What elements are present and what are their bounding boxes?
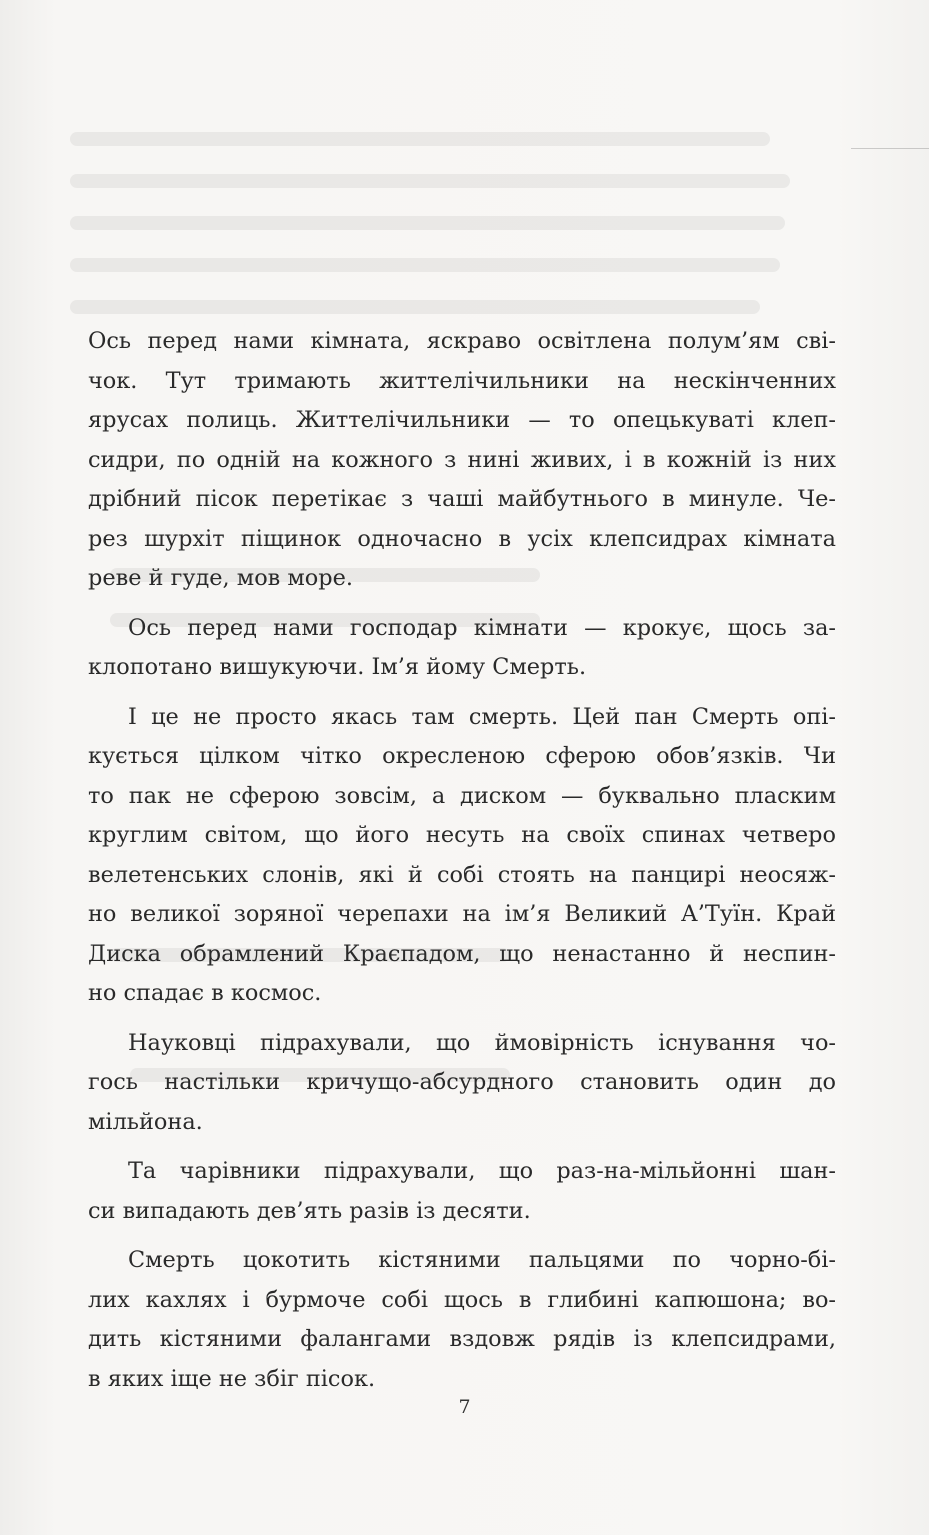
text-line: дрібний пісок перетікає з чаші майбутнього в минуле. Че- <box>88 486 836 512</box>
text-line: велетенських слонів, які й собі стоять на панцирі неосяж- <box>88 861 836 888</box>
text-line: Ось перед нами кімната, яскраво освітлена полум’ям сві- <box>88 328 836 354</box>
text-line: чок. Тут тримають життелічильники на нескінченних <box>88 367 836 394</box>
text-line: то пак не сферою зовсім, а диском — буквально пласким <box>88 782 836 809</box>
text-line: Та чарівники підрахували, що раз-на-мільйонні шан- <box>128 1158 836 1184</box>
text-line: дить кістяними фалангами вздовж рядів із клепсидрами, <box>88 1326 836 1352</box>
paragraph-6 <box>88 1241 836 1399</box>
paragraph-4 <box>88 1024 836 1143</box>
text-line: ярусах полиць. Життелічильники — то опецькуваті клеп- <box>88 407 836 433</box>
paragraph-3 <box>88 698 836 1014</box>
paragraph-1 <box>88 322 836 599</box>
text-line: Науковці підрахували, що ймовірність існування чо- <box>128 1029 836 1056</box>
paragraph-5 <box>88 1152 836 1231</box>
paragraph-2 <box>88 609 836 688</box>
text-line: но спадає в космос. <box>88 980 322 1006</box>
text-line: Ось перед нами господар кімнати — крокує, щось за- <box>128 614 836 641</box>
text-line: кується цілком чітко окресленою сферою обов’язків. Чи <box>88 743 836 769</box>
text-line: гось настільки кричущо-абсурдного становить один до <box>88 1069 836 1095</box>
text-line: рез шурхіт піщинок одночасно в усіх клепсидрах кімната <box>88 525 836 552</box>
text-line: реве й гуде, мов море. <box>88 565 353 591</box>
text-line: сидри, по одній на кожного з нині живих, і в кожній із них <box>88 446 836 473</box>
body-text <box>88 322 836 1409</box>
text-line: круглим світом, що його несуть на своїх спинах четверо <box>88 822 836 848</box>
page-edge-mark <box>851 148 929 149</box>
text-line: Диска обрамлений Краєпадом, що ненастанно й неспин- <box>88 940 836 967</box>
text-line: І це не просто якась там смерть. Цей пан Смерть опі- <box>128 703 836 730</box>
page-number: 7 <box>458 1396 471 1418</box>
text-line: лих кахлях і бурмоче собі щось в глибині капюшона; во- <box>88 1286 836 1313</box>
text-line: мільйона. <box>88 1108 203 1135</box>
text-line: си випадають дев’ять разів із десяти. <box>88 1197 531 1224</box>
text-line: Смерть цокотить кістяними пальцями по чорно-бі- <box>128 1247 836 1273</box>
text-line: в яких іще не збіг пісок. <box>88 1365 376 1392</box>
text-line: клопотано вишукуючи. Ім’я йому Смерть. <box>88 654 587 680</box>
text-line: но великої зоряної черепахи на ім’я Великий А’Туїн. Край <box>88 901 836 927</box>
